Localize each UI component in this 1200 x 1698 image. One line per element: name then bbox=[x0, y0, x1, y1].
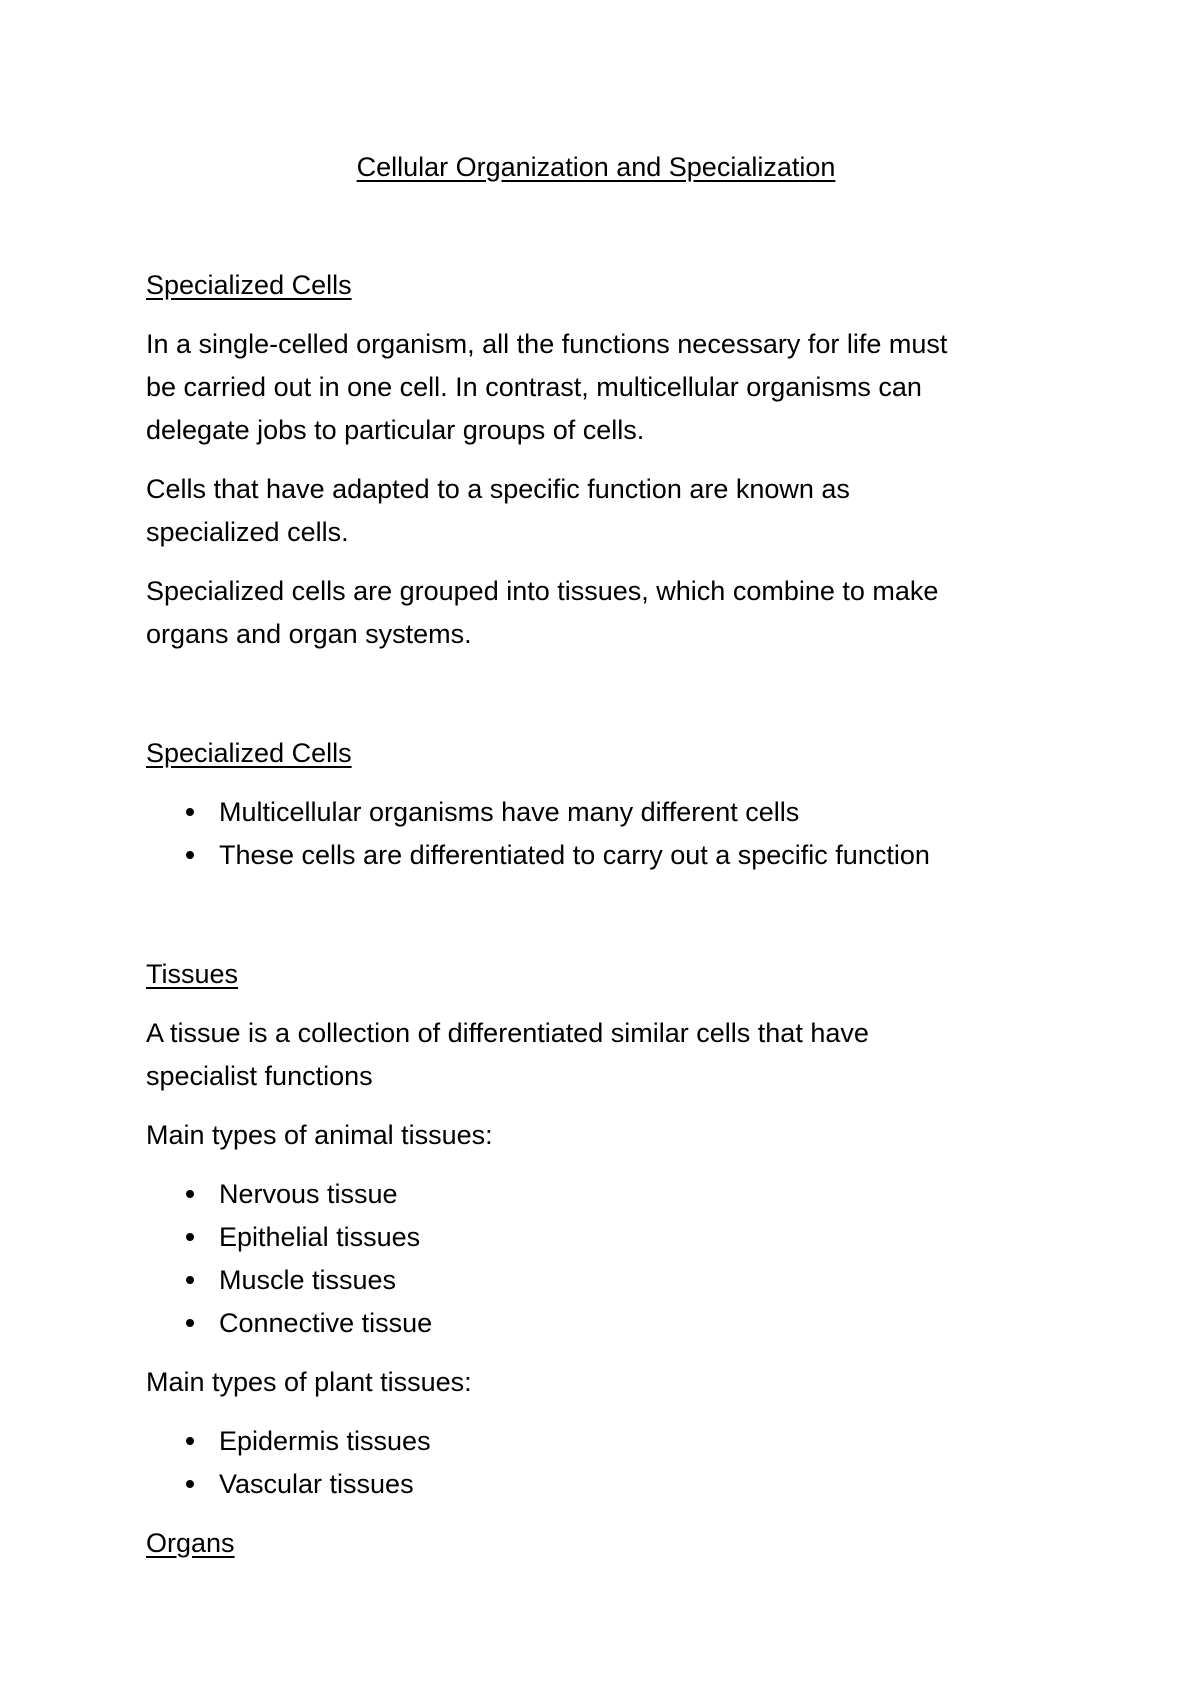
bullet-icon bbox=[186, 1480, 194, 1488]
list-item-text: Epidermis tissues bbox=[219, 1426, 431, 1456]
list-item bbox=[146, 1259, 1046, 1302]
bullet-icon bbox=[186, 1190, 194, 1198]
text-line: be carried out in one cell. In contrast, multicellular organisms can bbox=[146, 372, 922, 402]
animal-tissues-list bbox=[146, 1173, 1046, 1345]
bullet-icon bbox=[186, 808, 194, 816]
bullet-icon bbox=[186, 1233, 194, 1241]
paragraph-tissue-definition bbox=[146, 1012, 1046, 1098]
list-item-text: Epithelial tissues bbox=[219, 1222, 421, 1252]
plant-tissues-label: Main types of plant tissues: bbox=[146, 1367, 472, 1397]
text-line: Cells that have adapted to a specific function are known as bbox=[146, 474, 850, 504]
specialized-cells-list bbox=[146, 791, 1046, 877]
bullet-icon bbox=[186, 851, 194, 859]
text-line: Specialized cells are grouped into tissues, which combine to make bbox=[146, 576, 939, 606]
paragraph-adapted-cells bbox=[146, 468, 1046, 554]
plant-tissues-list bbox=[146, 1420, 1046, 1506]
list-item bbox=[146, 791, 1046, 834]
bullet-icon bbox=[186, 1437, 194, 1445]
animal-tissues-label: Main types of animal tissues: bbox=[146, 1120, 493, 1150]
list-item bbox=[146, 834, 1046, 877]
paragraph-grouped-tissues bbox=[146, 570, 1046, 656]
text-line: specialized cells. bbox=[146, 517, 349, 547]
list-item-text: These cells are differentiated to carry out a specific function bbox=[219, 840, 930, 870]
list-item bbox=[146, 1420, 1046, 1463]
list-item-text: Connective tissue bbox=[219, 1308, 433, 1338]
list-item-text: Multicellular organisms have many different cells bbox=[219, 797, 800, 827]
text-line: In a single-celled organism, all the functions necessary for life must bbox=[146, 329, 948, 359]
paragraph-single-celled bbox=[146, 323, 1046, 452]
document-title: Cellular Organization and Specialization bbox=[356, 152, 836, 182]
text-line: delegate jobs to particular groups of cells. bbox=[146, 415, 645, 445]
list-item bbox=[146, 1216, 1046, 1259]
text-line: organs and organ systems. bbox=[146, 619, 472, 649]
text-line: specialist functions bbox=[146, 1061, 373, 1091]
list-item-text: Muscle tissues bbox=[219, 1265, 397, 1295]
section-heading-organs: Organs bbox=[146, 1528, 235, 1558]
list-item-text: Vascular tissues bbox=[219, 1469, 414, 1499]
section-heading-tissues: Tissues bbox=[146, 959, 239, 989]
section-heading-specialized-cells: Specialized Cells bbox=[146, 270, 352, 300]
text-line: A tissue is a collection of differentiated similar cells that have bbox=[146, 1018, 869, 1048]
document-body bbox=[146, 146, 1046, 1565]
section-heading-specialized-cells-2: Specialized Cells bbox=[146, 738, 352, 768]
bullet-icon bbox=[186, 1276, 194, 1284]
list-item-text: Nervous tissue bbox=[219, 1179, 398, 1209]
list-item bbox=[146, 1173, 1046, 1216]
bullet-icon bbox=[186, 1319, 194, 1327]
list-item bbox=[146, 1302, 1046, 1345]
list-item bbox=[146, 1463, 1046, 1506]
